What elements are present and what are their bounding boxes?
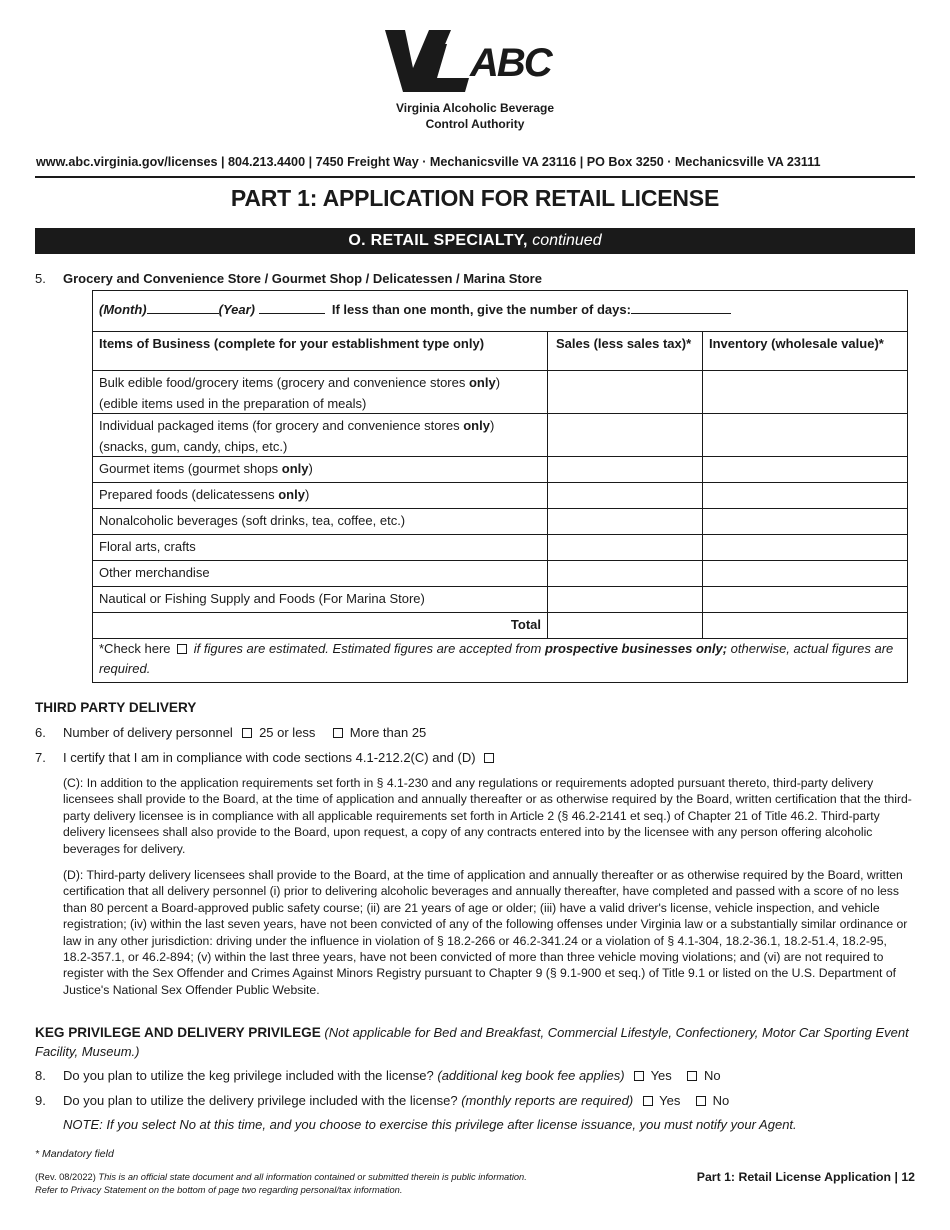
q6-option-2: More than 25 xyxy=(349,725,427,740)
keg-heading-note: (Not applicable for Bed and Breakfast, Commercial Lifestyle, Confectionery, Motor Car Sporting Event Facility, Museum.) xyxy=(35,1025,909,1059)
question-9-note: (monthly reports are required) xyxy=(461,1093,634,1108)
code-c-text: : In addition to the application requirements set forth in § 4.1-230 and any regulations or requirements adopted pursuant thereto, third-party delivery licensees shall provide to the Board, at the time of application and annually thereafter or as otherwise required by the Board, written certification that the third-party delivery licensee is in compliance with all applicable requirements set forth in Article 2 (§ 46.2-2141 et seq.) of Chapter 21 of Title 46.2. Third-party delivery licensees shall also provide to the Board, upon request, a copy of any contracts entered into by the licensee with any person offering alcoholic beverages for delivery. xyxy=(63,776,912,856)
sales-cell[interactable] xyxy=(548,457,703,482)
total-inventory-cell[interactable] xyxy=(703,613,907,638)
question-5 xyxy=(35,271,542,287)
agency-name xyxy=(0,100,950,132)
table-row xyxy=(93,371,907,414)
q7-certify-checkbox[interactable] xyxy=(484,753,494,763)
question-9 xyxy=(35,1093,730,1109)
page-label: Part 1: Retail License Application | 12 xyxy=(696,1170,915,1184)
question-8 xyxy=(35,1068,721,1084)
month-field[interactable] xyxy=(147,302,219,314)
table-header xyxy=(93,332,907,371)
table-row xyxy=(93,561,907,587)
sales-table xyxy=(92,290,908,683)
days-field[interactable] xyxy=(631,302,731,314)
year-label: (Year) xyxy=(218,302,256,317)
q6-25-or-less-checkbox[interactable] xyxy=(242,728,252,738)
estimate-bold: prospective businesses only; xyxy=(544,641,728,656)
inventory-cell[interactable] xyxy=(703,483,907,508)
sales-cell[interactable] xyxy=(548,561,703,586)
privacy-text: Refer to Privacy Statement on the bottom of page two regarding personal/tax information. xyxy=(35,1185,403,1195)
q9-yes-checkbox[interactable] xyxy=(643,1096,653,1106)
keg-heading xyxy=(35,1023,920,1061)
q9-yes-label: Yes xyxy=(659,1093,681,1108)
agency-line-1: Virginia Alcoholic Beverage xyxy=(395,101,555,115)
question-number: 7. xyxy=(35,750,46,765)
item-label: Floral arts, crafts xyxy=(93,535,548,560)
item-label: Gourmet items (gourmet shops only) xyxy=(93,457,548,482)
q8-no-label: No xyxy=(704,1068,721,1083)
mandatory-note: * Mandatory field xyxy=(35,1148,114,1160)
inventory-cell[interactable] xyxy=(703,414,907,456)
question-number: 9. xyxy=(35,1093,46,1108)
sales-cell[interactable] xyxy=(548,371,703,413)
inventory-cell[interactable] xyxy=(703,509,907,534)
va-abc-logo xyxy=(385,30,565,92)
sales-cell[interactable] xyxy=(548,483,703,508)
inventory-cell[interactable] xyxy=(703,587,907,612)
table-row xyxy=(93,483,907,509)
code-d-text: : Third-party delivery licensees shall provide to the Board, at the time of application and annually thereafter or as otherwise required by the Board, written certification that all delivery personnel (i) prior to delivering alcoholic beverages and annually thereafter, have completed and passed with a score of no less than 80 percent a Board-approved public safety course; (ii) are 21 years of age or older; (iii) have a valid driver's license, vehicle inspection, and vehicle registration; (iv) within the last seven years, have not been convicted of any of the following offenses under Virginia law or a substantially similar ordinance or law in any other jurisdiction: driving under the influence in violation of § 18.2-266 or 46.2-341.24 or a violation of § 4.1-304, 18.2-36.1, 18.2-51.4, 18.2-95, 18.2-357.1, or 46.2-894; (v) within the last three years, have not been convicted of more than three vehicle moving violations; and (vi) are not required to register with the Sex Offender and Crimes Against Minors Registry pursuant to Chapter 9 (§ 9.1-900 et seq.) of Title 9.1 or listed on the U.S. Department of Justice's National Sex Offender Public Website. xyxy=(63,868,908,997)
period-row xyxy=(93,291,907,332)
keg-heading-title: KEG PRIVILEGE AND DELIVERY PRIVILEGE xyxy=(35,1025,321,1040)
privilege-note: NOTE: If you select No at this time, and you choose to exercise this privilege after license issuance, you must notify your Agent. xyxy=(63,1117,797,1132)
item-label: Prepared foods (delicatessens only) xyxy=(93,483,548,508)
revision-label: (Rev. 08/2022) xyxy=(35,1172,96,1182)
sales-cell[interactable] xyxy=(548,509,703,534)
col-items-header: Items of Business (complete for your establishment type only) xyxy=(93,332,548,370)
footer-disclaimer xyxy=(35,1171,527,1197)
public-info-text: This is an official state document and all information contained or submitted therein is public information. xyxy=(98,1172,527,1182)
total-sales-cell[interactable] xyxy=(548,613,703,638)
item-label: Bulk edible food/grocery items (grocery and convenience stores only) (edible items used in the preparation of meals) xyxy=(93,371,548,413)
svg-text:ABC: ABC xyxy=(470,41,551,85)
sales-cell[interactable] xyxy=(548,587,703,612)
table-row xyxy=(93,535,907,561)
agency-line-2: Control Authority xyxy=(425,117,525,131)
question-6-label: Number of delivery personnel xyxy=(63,725,233,740)
col-inventory-header: Inventory (wholesale value)* xyxy=(709,336,884,351)
inventory-cell[interactable] xyxy=(703,457,907,482)
q8-yes-label: Yes xyxy=(650,1068,672,1083)
section-bar xyxy=(35,228,915,254)
question-6 xyxy=(35,725,427,741)
question-7-label: I certify that I am in compliance with code sections 4.1-212.2(C) and (D) xyxy=(63,750,476,765)
q6-more-than-25-checkbox[interactable] xyxy=(333,728,343,738)
header-rule xyxy=(35,176,915,178)
table-row xyxy=(93,587,907,613)
item-label: Nautical or Fishing Supply and Foods (For Marina Store) xyxy=(93,587,548,612)
table-body xyxy=(93,371,907,613)
total-row xyxy=(93,613,907,639)
estimated-checkbox[interactable] xyxy=(177,644,187,654)
days-label: If less than one month, give the number of days: xyxy=(331,302,631,317)
third-party-heading: THIRD PARTY DELIVERY xyxy=(35,700,197,715)
q8-no-checkbox[interactable] xyxy=(687,1071,697,1081)
question-number: 6. xyxy=(35,725,46,740)
question-9-label: Do you plan to utilize the delivery privilege included with the license? xyxy=(63,1093,458,1108)
question-number: 5. xyxy=(35,271,46,286)
table-row xyxy=(93,509,907,535)
year-field[interactable] xyxy=(259,302,325,314)
q8-yes-checkbox[interactable] xyxy=(634,1071,644,1081)
code-c-label: (C) xyxy=(63,776,80,790)
question-number: 8. xyxy=(35,1068,46,1083)
table-row xyxy=(93,457,907,483)
item-label: Other merchandise xyxy=(93,561,548,586)
sales-cell[interactable] xyxy=(548,414,703,456)
total-label: Total xyxy=(93,613,548,638)
inventory-cell[interactable] xyxy=(703,535,907,560)
table-row xyxy=(93,414,907,457)
section-suffix: continued xyxy=(532,232,602,249)
code-c-paragraph xyxy=(63,775,915,857)
question-7 xyxy=(35,750,497,766)
section-name: O. RETAIL SPECIALTY, xyxy=(348,232,528,249)
contact-line: www.abc.virginia.gov/licenses | 804.213.4400 | 7450 Freight Way · Mechanicsville VA 23116 | PO Box 3250 · Mechanicsville VA 23111 xyxy=(36,155,821,169)
estimate-note xyxy=(93,639,907,682)
estimate-text: if figures are estimated. Estimated figures are accepted from xyxy=(193,641,542,656)
code-d-label: (D) xyxy=(63,868,80,882)
inventory-cell[interactable] xyxy=(703,561,907,586)
page-title: PART 1: APPLICATION FOR RETAIL LICENSE xyxy=(230,185,720,211)
q9-no-label: No xyxy=(712,1093,730,1108)
check-here-label: *Check here xyxy=(99,641,171,656)
question-5-label: Grocery and Convenience Store / Gourmet Shop / Delicatessen / Marina Store xyxy=(63,271,542,286)
code-d-paragraph xyxy=(63,867,915,998)
question-8-note: (additional keg book fee applies) xyxy=(437,1068,625,1083)
item-label: Nonalcoholic beverages (soft drinks, tea, coffee, etc.) xyxy=(93,509,548,534)
month-label: (Month) xyxy=(99,302,147,317)
inventory-cell[interactable] xyxy=(703,371,907,413)
q6-option-1: 25 or less xyxy=(259,725,316,740)
sales-cell[interactable] xyxy=(548,535,703,560)
question-8-label: Do you plan to utilize the keg privilege included with the license? xyxy=(63,1068,434,1083)
col-sales-header: Sales (less sales tax)* xyxy=(548,332,703,370)
item-label: Individual packaged items (for grocery and convenience stores only) (snacks, gum, candy, chips, etc.) xyxy=(93,414,548,456)
q9-no-checkbox[interactable] xyxy=(696,1096,706,1106)
estimate-post: otherwise, actual figures are required. xyxy=(99,641,894,676)
